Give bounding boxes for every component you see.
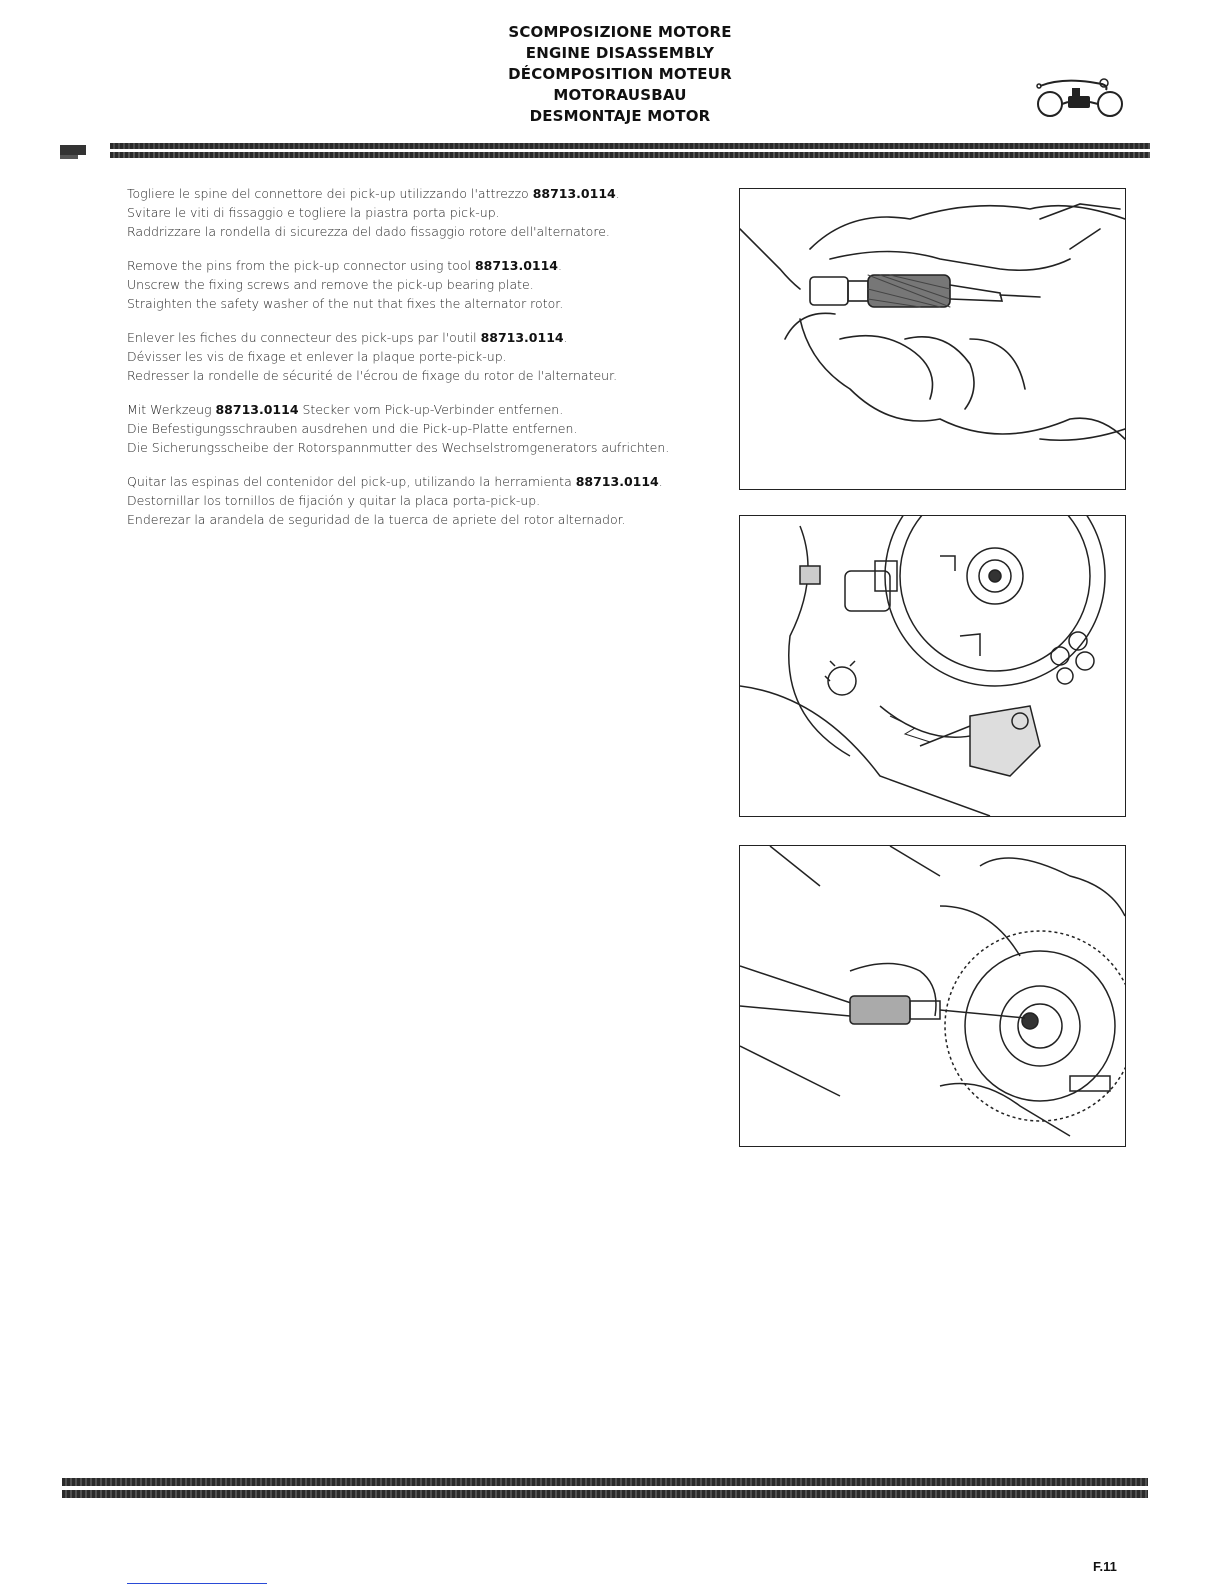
english-step-1: Remove the pins from the pick-up connector using tool (127, 258, 475, 273)
spanish-step-2: Destornillar los tornillos de fijación y quitar la placa porta-pick-up. (127, 493, 541, 508)
italian-step-3: Raddrizzare la rondella di sicurezza del dado fissaggio rotore dell'alternatore. (127, 224, 610, 239)
italian-step-1-end: . (615, 186, 620, 201)
motorcycle-engine-icon (1030, 74, 1130, 128)
instructions-german (127, 400, 727, 457)
tool-code: 88713.0114 (480, 330, 564, 345)
german-step-1: Mit Werkzeug (127, 402, 216, 417)
german-step-1-end: Stecker vom Pick-up-Verbinder entfernen. (298, 402, 564, 417)
instructions-column (127, 184, 727, 544)
french-step-1: Enlever les fiches du connecteur des pick-ups par l'outil (127, 330, 481, 345)
spanish-step-3: Enderezar la arandela de seguridad de la tuerca de apriete del rotor alternador. (127, 512, 626, 527)
figure-connector-tool (739, 188, 1126, 490)
page-number: F.11 (1093, 1559, 1117, 1574)
header-divider (60, 143, 1150, 159)
title-italian: SCOMPOSIZIONE MOTORE (508, 23, 732, 41)
german-step-3: Die Sicherungsscheibe der Rotorspannmutter des Wechselstromgenerators aufrichten. (127, 440, 670, 455)
title-spanish: DESMONTAJE MOTOR (529, 107, 711, 125)
footer-divider (62, 1478, 1148, 1500)
tool-code: 88713.0114 (474, 258, 558, 273)
english-step-3: Straighten the safety washer of the nut that fixes the alternator rotor. (127, 296, 564, 311)
figure-pickup-plate (739, 515, 1126, 817)
figure-rotor-nut (739, 845, 1126, 1147)
tool-code: 88713.0114 (575, 474, 659, 489)
instructions-italian (127, 184, 727, 241)
french-step-2: Dévisser les vis de fixage et enlever la plaque porte-pick-up. (127, 349, 507, 364)
spanish-step-1-end: . (658, 474, 663, 489)
instructions-french (127, 328, 727, 385)
section-title-block (470, 22, 770, 127)
german-step-2: Die Befestigungsschrauben ausdrehen und die Pick-up-Platte entfernen. (127, 421, 578, 436)
french-step-1-end: . (563, 330, 568, 345)
spanish-step-1: Quitar las espinas del contenidor del pick-up, utilizando la herramienta (127, 474, 576, 489)
title-french: DÉCOMPOSITION MOTEUR (508, 65, 732, 83)
title-english: ENGINE DISASSEMBLY (525, 44, 715, 62)
french-step-3: Redresser la rondelle de sécurité de l'écrou de fixage du rotor de l'alternateur. (127, 368, 618, 383)
tool-code: 88713.0114 (532, 186, 616, 201)
tool-code: 88713.0114 (215, 402, 299, 417)
title-german: MOTORAUSBAU (553, 86, 687, 104)
italian-step-1: Togliere le spine del connettore dei pick-up utilizzando l'attrezzo (127, 186, 533, 201)
italian-step-2: Svitare le viti di fissaggio e togliere la piastra porta pick-up. (127, 205, 500, 220)
english-step-1-end: . (557, 258, 562, 273)
instructions-spanish (127, 472, 727, 529)
english-step-2: Unscrew the fixing screws and remove the pick-up bearing plate. (127, 277, 534, 292)
instructions-english (127, 256, 727, 313)
